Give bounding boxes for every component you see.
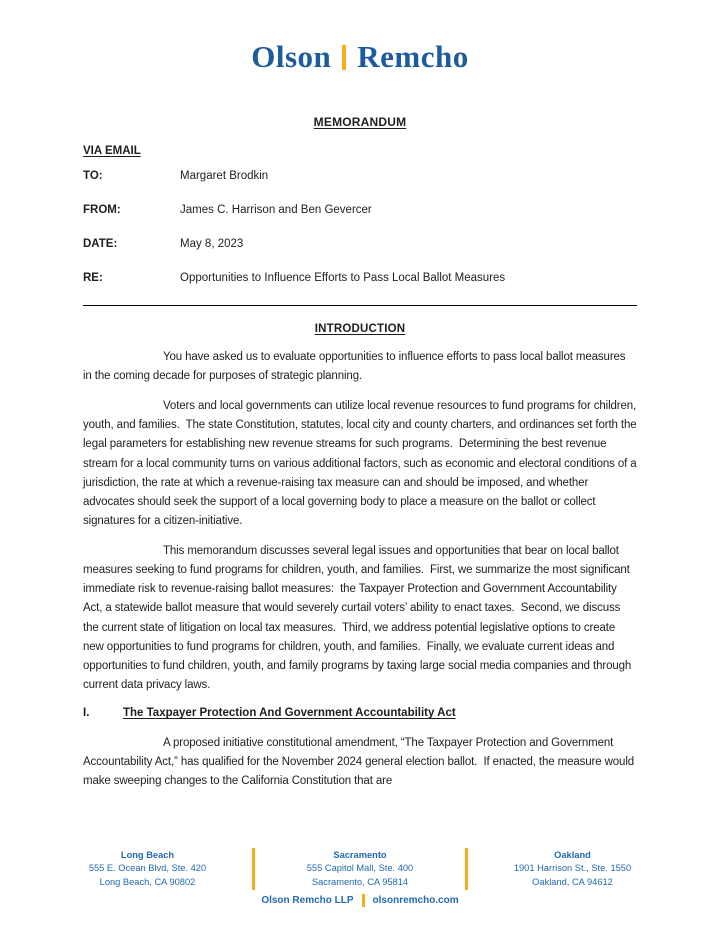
logo-olson: Olson [251,39,332,74]
office-address1-long-beach: 555 E. Ocean Blvd, Ste. 420 [88,863,207,874]
footer-firm-divider [362,894,365,907]
firm-logo [83,0,637,74]
firm-name: Olson Remcho LLP [261,895,354,906]
office-address1-sacramento: 555 Capitol Mall, Ste. 400 [306,863,414,874]
website-text: olsonremcho.com [372,895,459,906]
logo-remcho: Remcho [357,39,469,74]
field-value-from: James C. Harrison and Ben Gevercer [180,204,372,216]
footer-offices [50,848,670,890]
office-long-beach [50,849,245,890]
field-label-re: RE: [83,272,103,284]
office-address1-oakland: 1901 Harrison St., Ste. 1550 [513,863,632,874]
intro-paragraph-3: This memorandum discusses several legal issues and opportunities that bear on local ballot measures seeking to fund programs for children, youth, and families. First, we summarize the most significant immediate risk to revenue-raising ballot measures: the Taxpayer Protection and Government Accountability Act, a statewide ballot measure that would severely curtail voters’ ability to enact taxes. Second, we discuss the current state of litigation on local tax measures. Third, we address potential legislative options to create new opportunities to fund programs for children, youth, and families. Finally, we evaluate current ideas and opportunities to fund children, youth, and family programs by taxing large social media companies and through current data privacy laws. [83,544,635,692]
field-row-from [83,203,637,218]
office-city-oakland: Oakland [554,849,591,860]
footer-divider-2 [465,848,468,890]
memo-body [83,323,640,792]
office-sacramento [263,849,458,890]
office-address2-sacramento: Sacramento, CA 95814 [311,876,409,887]
field-value-to: Margaret Brodkin [180,170,269,182]
via-email-label: VIA EMAIL [83,145,141,157]
section1-heading: The Taxpayer Protection And Government Accountability Act [123,706,456,719]
intro-paragraph-2: Voters and local governments can utilize local revenue resources to fund programs for children, youth, and families. The state Constitution, statutes, local city and county charters, and ordinances set forth the legal parameters for establishing new revenue streams for such programs. Determining the best revenue stream for a local community turns on various additional factors, such as economic and electoral conditions of a jurisdiction, the rate at which a revenue-raising tax measure can and should be imposed, and whether advocates should seek the support of a local governing body to place a measure on the ballot or collect signatures for a citizen-initiative. [83,399,640,528]
field-label-from: FROM: [83,204,121,216]
logo-divider-bar [342,45,346,70]
header-divider-rule [83,305,637,306]
field-row-to [83,169,637,184]
office-oakland [475,849,670,890]
office-city-long-beach: Long Beach [120,849,175,860]
memo-fields [83,169,637,286]
field-label-to: TO: [83,170,103,182]
office-address2-long-beach: Long Beach, CA 90802 [99,876,196,887]
section1-number: I. [83,706,90,719]
introduction-heading: INTRODUCTION [314,323,406,335]
field-value-date: May 8, 2023 [180,238,244,250]
footer-firm-line [0,894,720,907]
office-address2-oakland: Oakland, CA 94612 [532,876,613,887]
memo-title: MEMORANDUM [313,115,407,129]
field-value-re: Opportunities to Influence Efforts to Pass Local Ballot Measures [180,272,506,284]
footer-divider-1 [252,848,255,890]
office-city-sacramento: Sacramento [333,849,387,860]
intro-paragraph-1: You have asked us to evaluate opportunities to influence efforts to pass local ballot measures in the coming decade for purposes of strategic planning. [83,351,629,383]
field-row-re [83,271,637,286]
section1-heading-row [83,706,637,721]
field-label-date: DATE: [83,238,118,250]
section1-paragraph-1: A proposed initiative constitutional amendment, “The Taxpayer Protection and Government Accountability Act,” has qualified for the November 2024 general election ballot. If enacted, the measure would make sweeping changes to the California Constitution that are [83,736,638,788]
field-row-date [83,237,637,252]
